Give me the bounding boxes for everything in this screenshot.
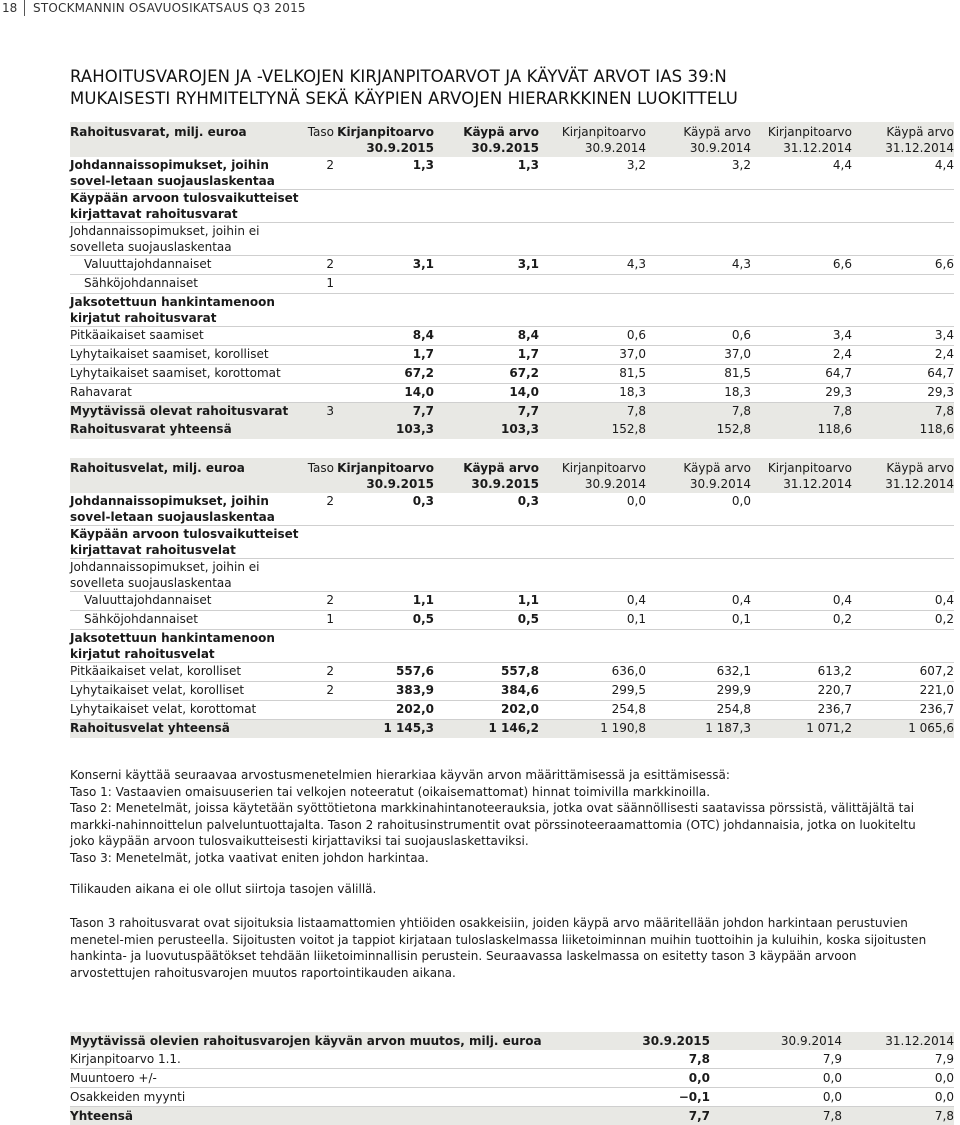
value-cell: 18,3 — [539, 384, 646, 403]
row-label: Rahavarat — [70, 384, 302, 403]
value-cell: 1,3 — [334, 157, 434, 190]
note-paragraph: Taso 3: Menetelmät, jotka vaativat eniten johdon harkintaa. — [70, 850, 940, 867]
value-cell: 7,8 — [751, 403, 852, 422]
table-row — [70, 1069, 954, 1088]
level-cell: 2 — [302, 682, 334, 701]
column-header: Kirjanpitoarvo 30.9.2014 — [539, 458, 646, 493]
value-cell: 299,5 — [539, 682, 646, 701]
value-cell: 3,2 — [646, 157, 751, 190]
table-row — [70, 346, 954, 365]
value-cell: 0,6 — [539, 327, 646, 346]
table-row — [70, 294, 954, 327]
column-header: Myytävissä olevien rahoitusvarojen käyvän arvon muutos, milj. euroa — [70, 1032, 590, 1050]
value-cell: 221,0 — [852, 682, 954, 701]
row-label: Osakkeiden myynti — [70, 1088, 590, 1107]
row-label: Johdannaissopimukset, joihin ei sovelleta suojauslaskentaa — [70, 559, 302, 592]
value-cell: 152,8 — [539, 421, 646, 439]
row-label: Rahoitusvelat yhteensä — [70, 720, 302, 739]
level-cell: 2 — [302, 493, 334, 526]
transfers-note — [70, 881, 940, 898]
row-label: Käypään arvoon tulosvaikutteiset kirjattavat rahoitusvelat — [70, 526, 302, 559]
value-cell: 103,3 — [334, 421, 434, 439]
row-label: Kirjanpitoarvo 1.1. — [70, 1050, 590, 1069]
value-cell: 37,0 — [646, 346, 751, 365]
value-cell: 118,6 — [852, 421, 954, 439]
column-header: Käypä arvo 31.12.2014 — [852, 458, 954, 493]
value-cell: 299,9 — [646, 682, 751, 701]
section-title — [70, 66, 920, 110]
note-paragraph: Tilikauden aikana ei ole ollut siirtoja tasojen välillä. — [70, 881, 940, 898]
value-cell: 236,7 — [852, 701, 954, 720]
row-label: Jaksotettuun hankintamenoon kirjatut rahoitusvelat — [70, 630, 302, 663]
value-cell: 0,5 — [334, 611, 434, 630]
value-cell: 7,7 — [334, 403, 434, 422]
table-row — [70, 275, 954, 294]
financial-assets-table — [70, 122, 954, 439]
column-header: Kirjanpitoarvo 30.9.2014 — [539, 122, 646, 157]
value-cell — [852, 493, 954, 526]
value-cell: 8,4 — [434, 327, 539, 346]
value-cell: 0,0 — [842, 1088, 954, 1107]
row-label: Lyhytaikaiset velat, korolliset — [70, 682, 302, 701]
value-cell: 1 187,3 — [646, 720, 751, 739]
table-header — [70, 458, 954, 493]
value-cell: 0,2 — [852, 611, 954, 630]
value-cell: 7,7 — [590, 1107, 710, 1125]
value-cell: 7,8 — [842, 1107, 954, 1125]
value-cell: 632,1 — [646, 663, 751, 682]
value-cell: 7,7 — [434, 403, 539, 422]
column-header: 30.9.2014 — [710, 1032, 842, 1050]
level-cell — [302, 384, 334, 403]
value-cell: 3,4 — [852, 327, 954, 346]
column-header: Käypä arvo 30.9.2014 — [646, 122, 751, 157]
value-cell: 14,0 — [434, 384, 539, 403]
column-header: Kirjanpitoarvo 30.9.2015 — [334, 122, 434, 157]
value-cell: 14,0 — [334, 384, 434, 403]
value-cell: 0,4 — [646, 592, 751, 611]
column-header: Rahoitusvarat, milj. euroa — [70, 122, 302, 157]
value-cell: 0,0 — [539, 493, 646, 526]
value-cell: 1 146,2 — [434, 720, 539, 739]
value-cell: 0,4 — [751, 592, 852, 611]
total-row — [70, 421, 954, 439]
row-label: Johdannaissopimukset, joihin sovel-letaan suojauslaskentaa — [70, 157, 302, 190]
table-row — [70, 365, 954, 384]
value-cell: 254,8 — [539, 701, 646, 720]
value-cell: 7,8 — [590, 1050, 710, 1069]
value-cell: 220,7 — [751, 682, 852, 701]
value-cell: 7,9 — [710, 1050, 842, 1069]
value-cell: 3,4 — [751, 327, 852, 346]
value-cell: 7,9 — [842, 1050, 954, 1069]
table-row — [70, 190, 954, 223]
row-label: Myytävissä olevat rahoitusvarat — [70, 403, 302, 422]
value-cell: 64,7 — [751, 365, 852, 384]
value-cell: 0,6 — [646, 327, 751, 346]
value-cell: 152,8 — [646, 421, 751, 439]
value-cell: 0,1 — [646, 611, 751, 630]
table-row — [70, 1088, 954, 1107]
value-cell: 0,3 — [434, 493, 539, 526]
value-cell: 4,4 — [751, 157, 852, 190]
value-cell: 103,3 — [434, 421, 539, 439]
row-label: Pitkäaikaiset velat, korolliset — [70, 663, 302, 682]
row-label: Muuntoero +/- — [70, 1069, 590, 1088]
value-cell: 1 190,8 — [539, 720, 646, 739]
value-cell: 0,4 — [539, 592, 646, 611]
level-cell — [302, 327, 334, 346]
value-cell: 202,0 — [434, 701, 539, 720]
value-cell: 81,5 — [646, 365, 751, 384]
table-row — [70, 592, 954, 611]
level-cell: 2 — [302, 256, 334, 275]
value-cell: 0,4 — [852, 592, 954, 611]
level-cell: 3 — [302, 403, 334, 422]
value-cell: 29,3 — [751, 384, 852, 403]
note-paragraph: Taso 2: Menetelmät, joissa käytetään syöttötietona markkinahintanoteerauksia, jotka ovat säännöllisesti saatavissa pörssistä, välittäjältä tai markki-nahinnoittelun palveluntuottajalta. Tason 2 rahoitusinstrumentit ovat pörssinoteeraamattomia (OTC) johdannaisia, jotka on luokiteltu joko käypään arvoon tulosvaikutteisesti kirjattaviksi tai suojauslaskettaviksi. — [70, 800, 940, 850]
value-cell: 18,3 — [646, 384, 751, 403]
value-cell: 1 065,6 — [852, 720, 954, 739]
report-title: STOCKMANNIN OSAVUOSIKATSAUS Q3 2015 — [33, 1, 306, 15]
value-cell: 4,3 — [539, 256, 646, 275]
level-cell — [302, 701, 334, 720]
value-cell: 2,4 — [852, 346, 954, 365]
value-cell: 1 071,2 — [751, 720, 852, 739]
row-label: Valuuttajohdannaiset — [70, 256, 302, 275]
level-cell — [302, 365, 334, 384]
value-cell: 7,8 — [539, 403, 646, 422]
row-label: Johdannaissopimukset, joihin sovel-letaan suojauslaskentaa — [70, 493, 302, 526]
row-label: Yhteensä — [70, 1107, 590, 1125]
level-cell — [302, 346, 334, 365]
table-row — [70, 384, 954, 403]
value-cell: 7,8 — [852, 403, 954, 422]
section-title-line-1: RAHOITUSVAROJEN JA -VELKOJEN KIRJANPITOARVOT JA KÄYVÄT ARVOT IAS 39:N — [70, 66, 920, 88]
value-cell: 81,5 — [539, 365, 646, 384]
page-header — [0, 0, 306, 16]
row-label: Rahoitusvarat yhteensä — [70, 421, 302, 439]
value-cell: 4,3 — [646, 256, 751, 275]
value-cell: 0,0 — [842, 1069, 954, 1088]
row-label: Lyhytaikaiset velat, korottomat — [70, 701, 302, 720]
row-label: Lyhytaikaiset saamiset, korottomat — [70, 365, 302, 384]
value-cell: 254,8 — [646, 701, 751, 720]
section-title-line-2: MUKAISESTI RYHMITELTYNÄ SEKÄ KÄYPIEN ARVOJEN HIERARKKINEN LUOKITTELU — [70, 88, 920, 110]
financial-liabilities-table — [70, 458, 954, 738]
value-cell: 8,4 — [334, 327, 434, 346]
level-cell: 1 — [302, 611, 334, 630]
value-cell: 7,8 — [646, 403, 751, 422]
value-cell: 0,0 — [646, 493, 751, 526]
value-cell: 0,0 — [590, 1069, 710, 1088]
value-cell: 64,7 — [852, 365, 954, 384]
page-number: 18 — [0, 1, 22, 15]
value-cell: 0,3 — [334, 493, 434, 526]
column-header: 30.9.2015 — [590, 1032, 710, 1050]
column-header: Kirjanpitoarvo 31.12.2014 — [751, 122, 852, 157]
hierarchy-notes — [70, 767, 940, 866]
total-row — [70, 1107, 954, 1125]
value-cell: 0,0 — [710, 1088, 842, 1107]
value-cell: 1,1 — [434, 592, 539, 611]
value-cell: 0,2 — [751, 611, 852, 630]
value-cell: −0,1 — [590, 1088, 710, 1107]
table-row — [70, 256, 954, 275]
column-header: Käypä arvo 30.9.2014 — [646, 458, 751, 493]
value-cell: 1,7 — [334, 346, 434, 365]
row-label: Käypään arvoon tulosvaikutteiset kirjattavat rahoitusvarat — [70, 190, 302, 223]
row-label: Johdannaissopimukset, joihin ei sovelleta suojauslaskentaa — [70, 223, 302, 256]
table-row — [70, 611, 954, 630]
value-cell: 383,9 — [334, 682, 434, 701]
level-cell — [302, 720, 334, 739]
value-cell: 1,1 — [334, 592, 434, 611]
value-cell: 1,7 — [434, 346, 539, 365]
value-cell: 3,1 — [434, 256, 539, 275]
value-cell — [751, 493, 852, 526]
value-cell: 557,6 — [334, 663, 434, 682]
value-cell: 0,1 — [539, 611, 646, 630]
level-cell — [302, 421, 334, 439]
value-cell: 613,2 — [751, 663, 852, 682]
column-header: 31.12.2014 — [842, 1032, 954, 1050]
column-header: Käypä arvo 30.9.2015 — [434, 122, 539, 157]
row-label: Valuuttajohdannaiset — [70, 592, 302, 611]
table-row — [70, 559, 954, 592]
column-header: Käypä arvo 30.9.2015 — [434, 458, 539, 493]
table-row — [70, 157, 954, 190]
value-cell: 37,0 — [539, 346, 646, 365]
table-row — [70, 701, 954, 720]
table-row — [70, 526, 954, 559]
level3-note — [70, 915, 940, 981]
level-cell: 2 — [302, 663, 334, 682]
row-label: Lyhytaikaiset saamiset, korolliset — [70, 346, 302, 365]
value-cell: 607,2 — [852, 663, 954, 682]
value-cell: 7,8 — [710, 1107, 842, 1125]
level-cell: 2 — [302, 592, 334, 611]
column-header: Taso — [302, 122, 334, 157]
value-cell: 67,2 — [334, 365, 434, 384]
column-header: Käypä arvo 31.12.2014 — [852, 122, 954, 157]
column-header: Kirjanpitoarvo 30.9.2015 — [334, 458, 434, 493]
value-cell: 6,6 — [751, 256, 852, 275]
table-header — [70, 122, 954, 157]
table-header — [70, 1032, 954, 1050]
row-label: Sähköjohdannaiset — [70, 611, 302, 630]
level-cell: 2 — [302, 157, 334, 190]
table-row — [70, 682, 954, 701]
note-paragraph: Tason 3 rahoitusvarat ovat sijoituksia listaamattomien yhtiöiden osakkeisiin, joiden käypä arvo määritellään johdon harkintaan perustuvien menetel-mien perusteella. Sijoitusten voitot ja tappiot kirjataan tuloslaskelmassa liiketoiminnan muihin tuottoihin ja kuluihin, koska sijoitusten hankinta- ja luovutuspäätökset tehdään liiketoiminnallisin perustein. Seuraavassa laskelmassa on esitetty tason 3 käypään arvoon arvostettujen rahoitusvarojen muutos raportointikauden aikana. — [70, 915, 940, 981]
value-cell: 3,2 — [539, 157, 646, 190]
value-cell: 557,8 — [434, 663, 539, 682]
level-cell: 1 — [302, 275, 334, 294]
value-cell: 384,6 — [434, 682, 539, 701]
value-cell: 29,3 — [852, 384, 954, 403]
note-paragraph: Taso 1: Vastaavien omaisuuserien tai velkojen noteeratut (oikaisemattomat) hinnat toimivilla markkinoilla. — [70, 784, 940, 801]
value-cell: 236,7 — [751, 701, 852, 720]
row-label: Jaksotettuun hankintamenoon kirjatut rahoitusvarat — [70, 294, 302, 327]
value-cell: 636,0 — [539, 663, 646, 682]
value-cell: 202,0 — [334, 701, 434, 720]
header-divider — [24, 0, 25, 16]
value-cell: 6,6 — [852, 256, 954, 275]
available-for-sale-change-table — [70, 1032, 954, 1125]
note-paragraph: Konserni käyttää seuraavaa arvostusmenetelmien hierarkiaa käyvän arvon määrittämisessä ja esittämisessä: — [70, 767, 940, 784]
value-cell: 1 145,3 — [334, 720, 434, 739]
column-header: Rahoitusvelat, milj. euroa — [70, 458, 302, 493]
table-row — [70, 493, 954, 526]
table-row — [70, 223, 954, 256]
value-cell: 0,0 — [710, 1069, 842, 1088]
value-cell: 4,4 — [852, 157, 954, 190]
value-cell: 2,4 — [751, 346, 852, 365]
value-cell: 0,5 — [434, 611, 539, 630]
table-row — [70, 403, 954, 422]
column-header: Kirjanpitoarvo 31.12.2014 — [751, 458, 852, 493]
column-header: Taso — [302, 458, 334, 493]
table-row — [70, 663, 954, 682]
value-cell: 1,3 — [434, 157, 539, 190]
row-label: Sähköjohdannaiset — [70, 275, 302, 294]
value-cell: 118,6 — [751, 421, 852, 439]
value-cell: 67,2 — [434, 365, 539, 384]
table-row — [70, 1050, 954, 1069]
value-cell: 3,1 — [334, 256, 434, 275]
table-row — [70, 327, 954, 346]
row-label: Pitkäaikaiset saamiset — [70, 327, 302, 346]
table-row — [70, 630, 954, 663]
total-row — [70, 720, 954, 739]
